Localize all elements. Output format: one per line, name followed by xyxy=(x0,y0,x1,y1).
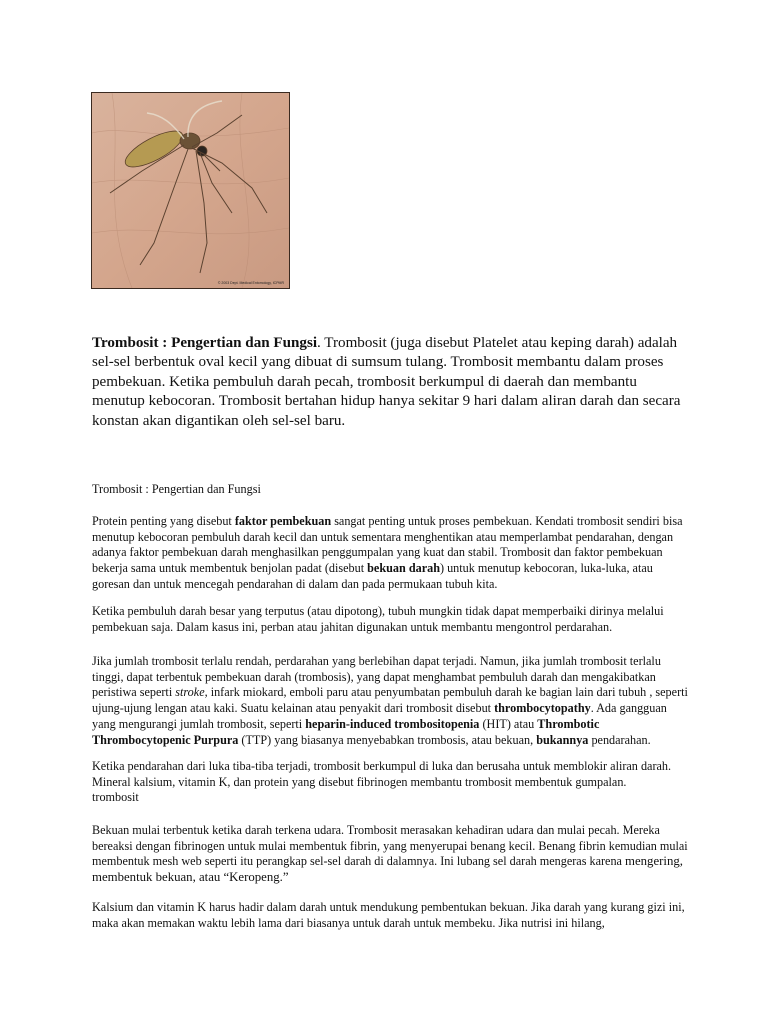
photo-credit: © 2003 Dept. Medical Entomology, ICPMR xyxy=(217,281,284,285)
lead-text: . Trombosit (juga disebut Platelet atau keping darah) adalah sel-sel berbentuk oval kecil yang dibuat di sumsum tulang. Trombosit membantu dalam proses pembekuan. Ketika pembuluh darah pecah, trombosit berkumpul di daerah dan membantu menutup kebocoran. Trombosit bertahan hidup hanya sekitar 9 hari dalam aliran darah dan secara konstan akan digantikan oleh sel-sel baru. xyxy=(92,335,681,429)
text-run: Ketika pendarahan dari luka tiba-tiba terjadi, trombosit berkumpul di luka dan berusaha untuk memblokir aliran darah. Mineral kalsium, vitamin K, dan protein yang disebut fibrinogen membantu trombosit membentuk gumpalan. xyxy=(92,759,672,789)
paragraph-jumlah-trombosit xyxy=(92,654,692,748)
text-run: sangat penting untuk proses pembekuan. Kendati trombosit sendiri bisa menutup kebocoran pembuluh darah kecil dan untuk sementara menghentikan atau memperlambat pendarahan, dengan adanya faktor pembekuan darah menghasilkan penggumpalan yang kuat dan stabil. Trombosit dan faktor pembekuan bekerja sama untuk membentuk benjolan padat (disebut xyxy=(92,514,683,576)
text-run: Protein penting yang disebut xyxy=(92,514,235,528)
paragraph-pendarahan xyxy=(92,759,692,806)
text-run: Jika jumlah trombosit terlalu rendah, perdarahan yang berlebihan dapat terjadi. Namun, jika jumlah trombosit terlalu tinggi, dapat terbentuk pembekuan darah (trombosis), yang dapat menghambat pembuluh darah dan mengakibatkan peristiwa seperti xyxy=(92,654,661,700)
text-run: trombosit xyxy=(92,790,139,805)
lead-title: Trombosit : Pengertian dan Fungsi xyxy=(92,335,318,351)
lead-paragraph xyxy=(92,334,692,431)
paragraph-bekuan xyxy=(92,823,692,886)
paragraph-kalsium: Kalsium dan vitamin K harus hadir dalam darah untuk mendukung pembentukan bekuan. Jika darah yang kurang gizi ini, maka akan memakan waktu lebih lama dari biasanya untuk darah untuk membeku. Jika nutrisi ini hilang, xyxy=(92,900,685,930)
subheading: Trombosit : Pengertian dan Fungsi xyxy=(92,482,261,496)
mosquito-photo xyxy=(91,92,290,289)
text-run: pendarahan. xyxy=(588,732,651,747)
text-run: . Ada gangguan yang mengurangi jumlah trombosit, seperti xyxy=(92,701,667,731)
mosquito-illustration xyxy=(92,93,289,288)
paragraph-faktor-pembekuan xyxy=(92,514,692,593)
bold-term: Thrombotic Thrombocytopenic Purpura xyxy=(92,716,600,747)
bold-term: bukannya xyxy=(536,732,589,747)
bold-term: thrombocytopathy xyxy=(494,701,591,716)
italic-term: stroke, xyxy=(175,685,208,700)
text-run: (HIT) atau xyxy=(479,716,538,731)
text-run: ) untuk menutup kebocoran, luka-luka, atau goresan dan untuk mencegah pendarahan di dalam dan pada permukaan tubuh kita. xyxy=(92,561,653,591)
bold-term: heparin-induced trombositopenia xyxy=(305,716,480,731)
text-run: Bekuan mulai terbentuk ketika darah terkena udara. Trombosit merasakan kehadiran udara dan mulai pecah. Mereka bereaksi dengan fibrinogen untuk mulai membentuk fibrin, yang menyerupai benang kecil. Benang fibrin kemudian mulai membentuk mesh web seperti itu perangkap sel-sel darah di dalamnya. Ini lubang sel darah mengeras karena xyxy=(92,823,688,869)
text-run: infark miokard, emboli paru atau penyumbatan pembuluh darah ke bagian lain dari tubuh , seperti ujung-ujung lengan atau kaki. Suatu kelainan atau penyakit dari trombosit disebut xyxy=(92,685,688,716)
bold-term: faktor pembekuan xyxy=(234,514,332,528)
text-run: (TTP) yang biasanya menyebabkan trombosis, atau bekuan, xyxy=(238,732,537,747)
paragraph-pembuluh-darah: Ketika pembuluh darah besar yang terputus (atau dipotong), tubuh mungkin tidak dapat memperbaiki dirinya melalui pembekuan saja. Dalam kasus ini, perban atau jahitan digunakan untuk membantu mengontrol perdarahan. xyxy=(92,604,664,634)
text-run: mengering, membentuk bekuan, atau “Keropeng.” xyxy=(92,854,683,885)
bold-term: bekuan darah xyxy=(367,561,440,576)
